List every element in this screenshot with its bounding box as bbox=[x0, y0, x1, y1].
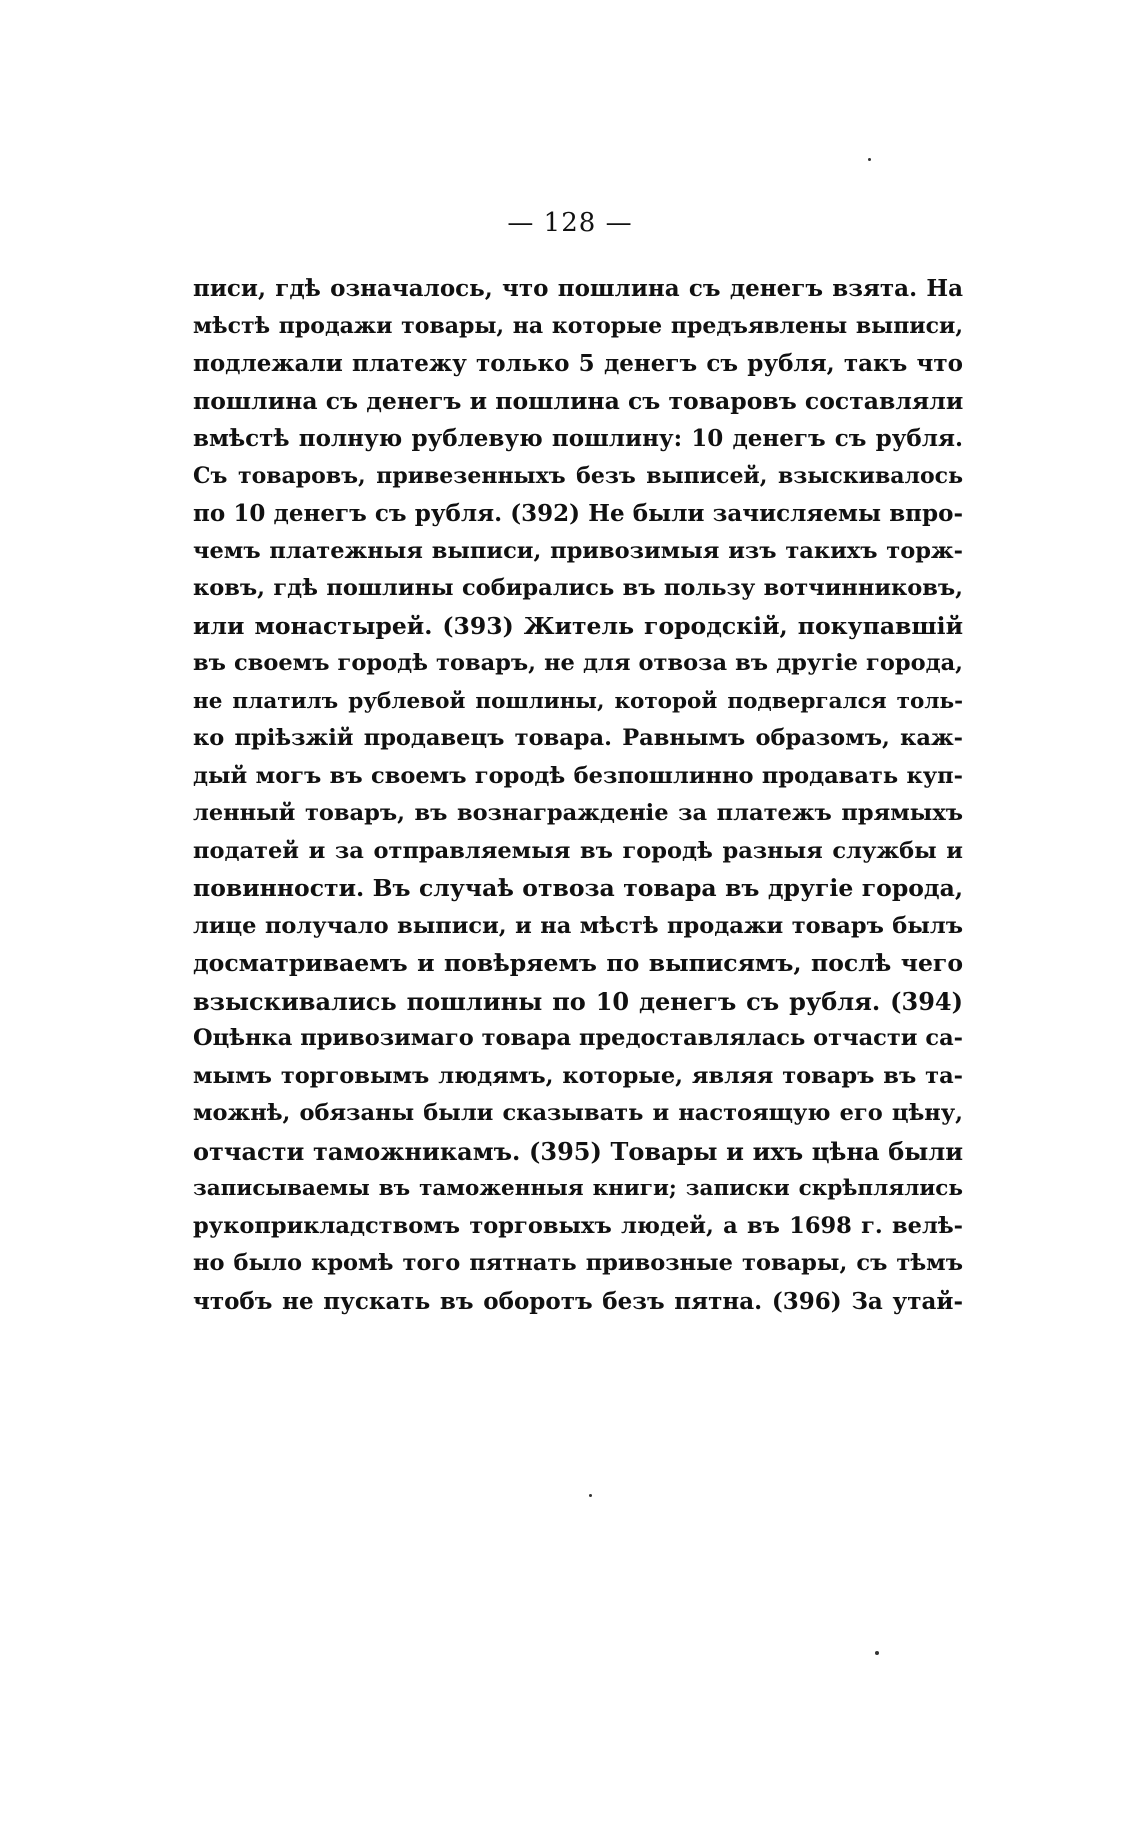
text-line: отчасти таможникамъ. (395) Товары и ихъ цѣна были bbox=[193, 1136, 963, 1166]
text-line: ко пріѣзжій продавецъ товара. Равнымъ образомъ, каж- bbox=[193, 725, 963, 751]
text-line: Съ товаровъ, привезенныхъ безъ выписей, взыскивалось bbox=[193, 462, 963, 489]
text-line: Оцѣнка привозимаго товара предоставлялась отчасти са- bbox=[193, 1025, 963, 1051]
text-line: повинности. Въ случаѣ отвоза товара въ другіе города, bbox=[193, 874, 963, 902]
text-line: въ своемъ городѣ товаръ, не для отвоза въ другіе города, bbox=[193, 650, 963, 676]
text-line: не платилъ рублевой пошлины, которой подвергался толь- bbox=[193, 688, 963, 714]
text-line: чтобъ не пускать въ оборотъ безъ пятна. (396) За утай- bbox=[193, 1287, 963, 1315]
text-line: или монастырей. (393) Житель городскій, покупавшій bbox=[193, 611, 963, 640]
text-line: пошлина съ денегъ и пошлина съ товаровъ составляли bbox=[193, 386, 963, 415]
body-text bbox=[193, 270, 963, 1320]
scan-speck bbox=[875, 1651, 879, 1655]
text-line: вмѣстѣ полную рублевую пошлину: 10 денегъ съ рубля. bbox=[193, 425, 963, 452]
text-line: по 10 денегъ съ рубля. (392) Не были зачисляемы впро- bbox=[193, 500, 963, 527]
text-line: ковъ, гдѣ пошлины собирались въ пользу вотчинниковъ, bbox=[193, 575, 963, 601]
text-line: писи, гдѣ означалось, что пошлина съ денегъ взята. На bbox=[193, 275, 963, 302]
text-line: но было кромѣ того пятнать привозные товары, съ тѣмъ bbox=[193, 1250, 963, 1276]
text-line: записываемы въ таможенныя книги; записки скрѣплялись bbox=[193, 1176, 963, 1201]
text-line: дый могъ въ своемъ городѣ безпошлинно продавать куп- bbox=[193, 762, 963, 789]
text-line: лице получало выписи, и на мѣстѣ продажи товаръ былъ bbox=[193, 912, 963, 939]
page-number: — 128 — bbox=[507, 208, 633, 238]
text-line: взыскивались пошлины по 10 денегъ съ рубля. (394) bbox=[193, 986, 963, 1016]
text-line: досматриваемъ и повѣряемъ по выписямъ, послѣ чего bbox=[193, 949, 963, 977]
text-line: можнѣ, обязаны были сказывать и настоящую его цѣну, bbox=[193, 1100, 963, 1126]
scan-speck bbox=[868, 158, 871, 161]
scan-speck bbox=[589, 1494, 592, 1497]
text-line: рукоприкладствомъ торговыхъ людей, а въ 1698 г. велѣ- bbox=[193, 1212, 963, 1239]
text-line: подлежали платежу только 5 денегъ съ рубля, такъ что bbox=[193, 350, 963, 377]
text-line: чемъ платежныя выписи, привозимыя изъ такихъ торж- bbox=[193, 537, 963, 564]
text-line: ленный товаръ, въ вознагражденіе за платежъ прямыхъ bbox=[193, 800, 963, 826]
text-line: мымъ торговымъ людямъ, которые, являя товаръ въ та- bbox=[193, 1062, 963, 1089]
text-line: мѣстѣ продажи товары, на которые предъявлены выписи, bbox=[193, 312, 963, 339]
text-line: податей и за отправляемыя въ городѣ разныя службы и bbox=[193, 837, 963, 864]
